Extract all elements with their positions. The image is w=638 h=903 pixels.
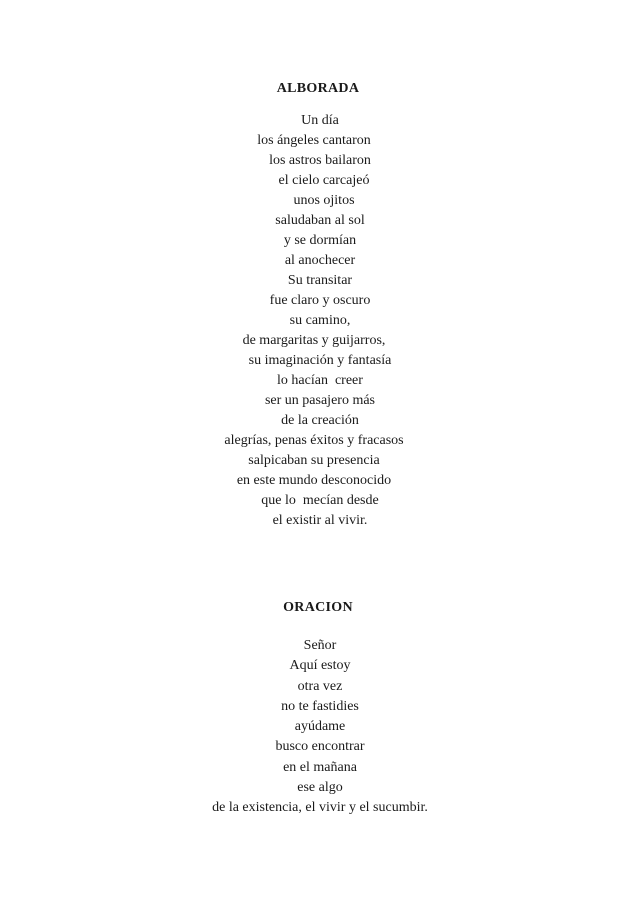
verse-line: salpicaban su presencia [248,453,380,468]
verse-line: Señor [303,638,337,653]
verse-line: ayúdame [294,719,346,735]
verse-line: en este mundo desconocido [236,473,392,488]
verse-line: otra vez [297,678,343,694]
verse-line: y se dormían [283,233,357,248]
verse-line: de margaritas y guijarros, [242,333,386,348]
verse-line: ese algo [297,780,343,796]
verse-line: al anochecer [284,253,356,268]
verse-line: Aquí estoy [289,658,351,674]
verse-line: busco encontrar [275,739,365,755]
verse-line: que lo mecían desde [261,493,379,508]
verse-line: Su transitar [287,273,353,288]
verse-line: unos ojitos [293,193,355,208]
poem-title: ORACION [283,600,353,615]
verse-line: fue claro y oscuro [269,293,371,308]
verse-line: Un día [301,113,339,128]
verse-line: el existir al vivir. [272,513,368,528]
verse-line: de la creación [281,413,359,428]
verse-line: en el mañana [283,759,357,775]
verse-line: lo hacían creer [277,373,363,388]
poem-title: ALBORADA [276,81,360,96]
verse-line: de la existencia, el vivir y el sucumbir. [212,800,428,816]
verse-line: ser un pasajero más [264,393,376,408]
verse-line: su camino, [289,313,351,328]
verse-line: el cielo carcajeó [278,173,370,188]
verse-line: no te fastidies [281,698,359,714]
poem-verses [160,111,480,531]
verse-line: los astros bailaron [269,153,371,168]
verse-line: su imaginación y fantasía [248,353,392,368]
verse-line: los ángeles cantaron [257,133,371,148]
verse-line: alegrías, penas éxitos y fracasos [224,433,404,448]
poem-verses [160,636,480,819]
verse-line: saludaban al sol [275,213,365,228]
